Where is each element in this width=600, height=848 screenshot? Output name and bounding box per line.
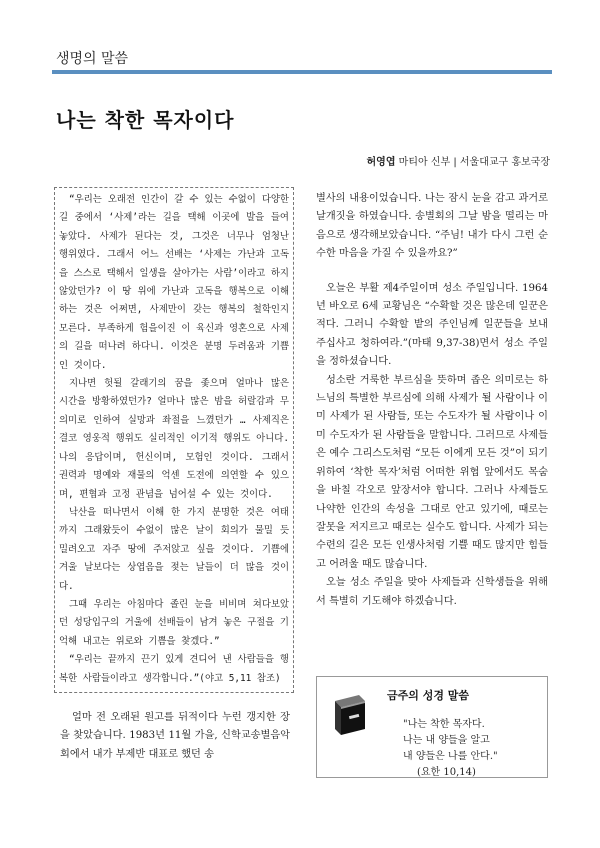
weekly-scripture-box: [316, 676, 548, 778]
quoted-farewell-box: [54, 187, 294, 693]
body-paragraph: 오늘은 부활 제4주일이며 성소 주일입니다. 1964년 바오로 6세 교황님은 “수확할 것은 많은데 일꾼은 적다. 그러니 수확할 밭의 주인님께 일꾼들을 보내 주십사고 청하여라.”(마태 9,37-38)면서 성소 주일을 정하셨습니다.: [316, 282, 548, 368]
body-paragraph: 오늘 성소 주일을 맞아 사제들과 신학생들을 위해서 특별히 기도해야 하겠습니다.: [316, 577, 548, 607]
article-title: 나는 착한 목자이다: [56, 108, 235, 132]
section-label: 생명의 말씀: [56, 51, 129, 67]
scripture-line: 나는 내 양들을 알고: [403, 735, 490, 746]
scripture-line: 내 양들은 나를 안다.": [403, 751, 498, 762]
right-column: [316, 190, 548, 611]
section-divider: [52, 70, 552, 74]
body-paragraph: 성소란 거룩한 부르심을 뜻하며 좁은 의미로는 하느님의 특별한 부르심에 의해 사제가 될 사람이나 이미 사제가 된 사람들, 또는 수도자가 될 사람이나 이미 수도자가 된 사람들을 말합니다. 그러므로 사제들은 예수 그리스도처럼 “모든 이에게 모든 것”이 되기 위하여 ‘착한 목자’처럼 어떠한 위협 앞에서도 목숨을 바칠 각오로 앞장서야 합니다. 그러나 사제들도 나약한 인간의 속성을 그대로 안고 있기에, 때로는 잘못을 저지르고 때로는 실수도 합니다. 사제가 되는 수련의 길은 모든 인생사처럼 기쁠 때도 많지만 힘들고 어려울 때도 많습니다.: [316, 374, 548, 570]
author-title: 마티아 신부 | 서울대교구 홍보국장: [398, 157, 550, 168]
quote-paragraph: 지나면 헛될 갈래기의 꿈을 좇으며 얼마나 많은 시간을 방황하였던가? 얼마나 많은 밤을 허랄감과 무의미로 인하여 실망과 좌절을 느꼈던가 … 사제직은 결코 영웅적 행위도 실리적인 이기적 행위도 아니다. 나의 응답이며, 헌신이며, 모험인 것이다. 그래서 권력과 명예와 재물의 억센 도전에 의연할 수 있으며, 편협과 고정 관념을 넘어설 수 있는 것이다.: [59, 378, 289, 500]
author-name: 허영엽: [366, 157, 396, 168]
body-paragraph: 별사의 내용이었습니다. 나는 잠시 눈을 감고 과거로 날개짓을 하였습니다. 송별회의 그날 밤을 떨리는 마음으로 생각해보았습니다. “주님! 내가 다시 그런 순수한 마음을 가질 수 있을까요?”: [316, 193, 548, 260]
byline: [367, 153, 551, 168]
bible-icon: [329, 693, 369, 737]
scripture-line: "나는 착한 목자다.: [403, 719, 485, 730]
quote-paragraph: “우리는 오래전 인간이 갈 수 있는 수없이 다양한 길 중에서 ‘사제’라는 길을 택해 이곳에 발을 들여놓았다. 사제가 된다는 것, 그것은 너무나 엄청난 행위였다. 그래서 어느 선배는 ‘사제는 가난과 고독을 스스로 택해서 일생을 살아가는 사람’이라고 하지 않았던가? 이 땅 위에 가난과 고독을 행복으로 이해하는 것은 어쩌면, 사제만이 갖는 행복의 철학인지 모른다. 부족하게 험을이진 이 육신과 영혼으로 사제의 길을 떠나려 하다니. 이것은 분명 두려움과 기쁨인 것이다.: [59, 194, 289, 371]
body-paragraph: 얼마 전 오래된 원고를 뒤적이다 누런 갱지한 장을 찾았습니다. 1983년 11월 가을, 신학교송별음악회에서 내가 부제반 대표로 했던 송: [60, 711, 290, 760]
left-column: [60, 187, 290, 764]
scripture-title: 금주의 성경 말씀: [387, 689, 470, 702]
quote-paragraph: 낙산을 떠나면서 이해 한 가지 분명한 것은 여태까지 그래왔듯이 수없이 많은 날이 회의가 물밀 듯 밀려오고 자주 땅에 주저앉고 싶을 것이다. 기쁨에 겨울 날보다는 상엽음을 젖는 날들이 더 많을 것이다.: [59, 506, 289, 592]
quote-paragraph: 그때 우리는 아침마다 졸린 눈을 비비며 쳐다보았던 성당입구의 거울에 선배들이 남겨 놓은 구절을 기억해 내고는 위로와 기쁨을 찾겠다.”: [59, 598, 289, 647]
quote-paragraph: “우리는 끝까지 끈기 있게 견디어 낸 사람들을 행복한 사람들이라고 생각합니다.”(야고 5,11 참조): [59, 654, 289, 684]
scripture-reference: (요한 10,14): [417, 767, 476, 778]
